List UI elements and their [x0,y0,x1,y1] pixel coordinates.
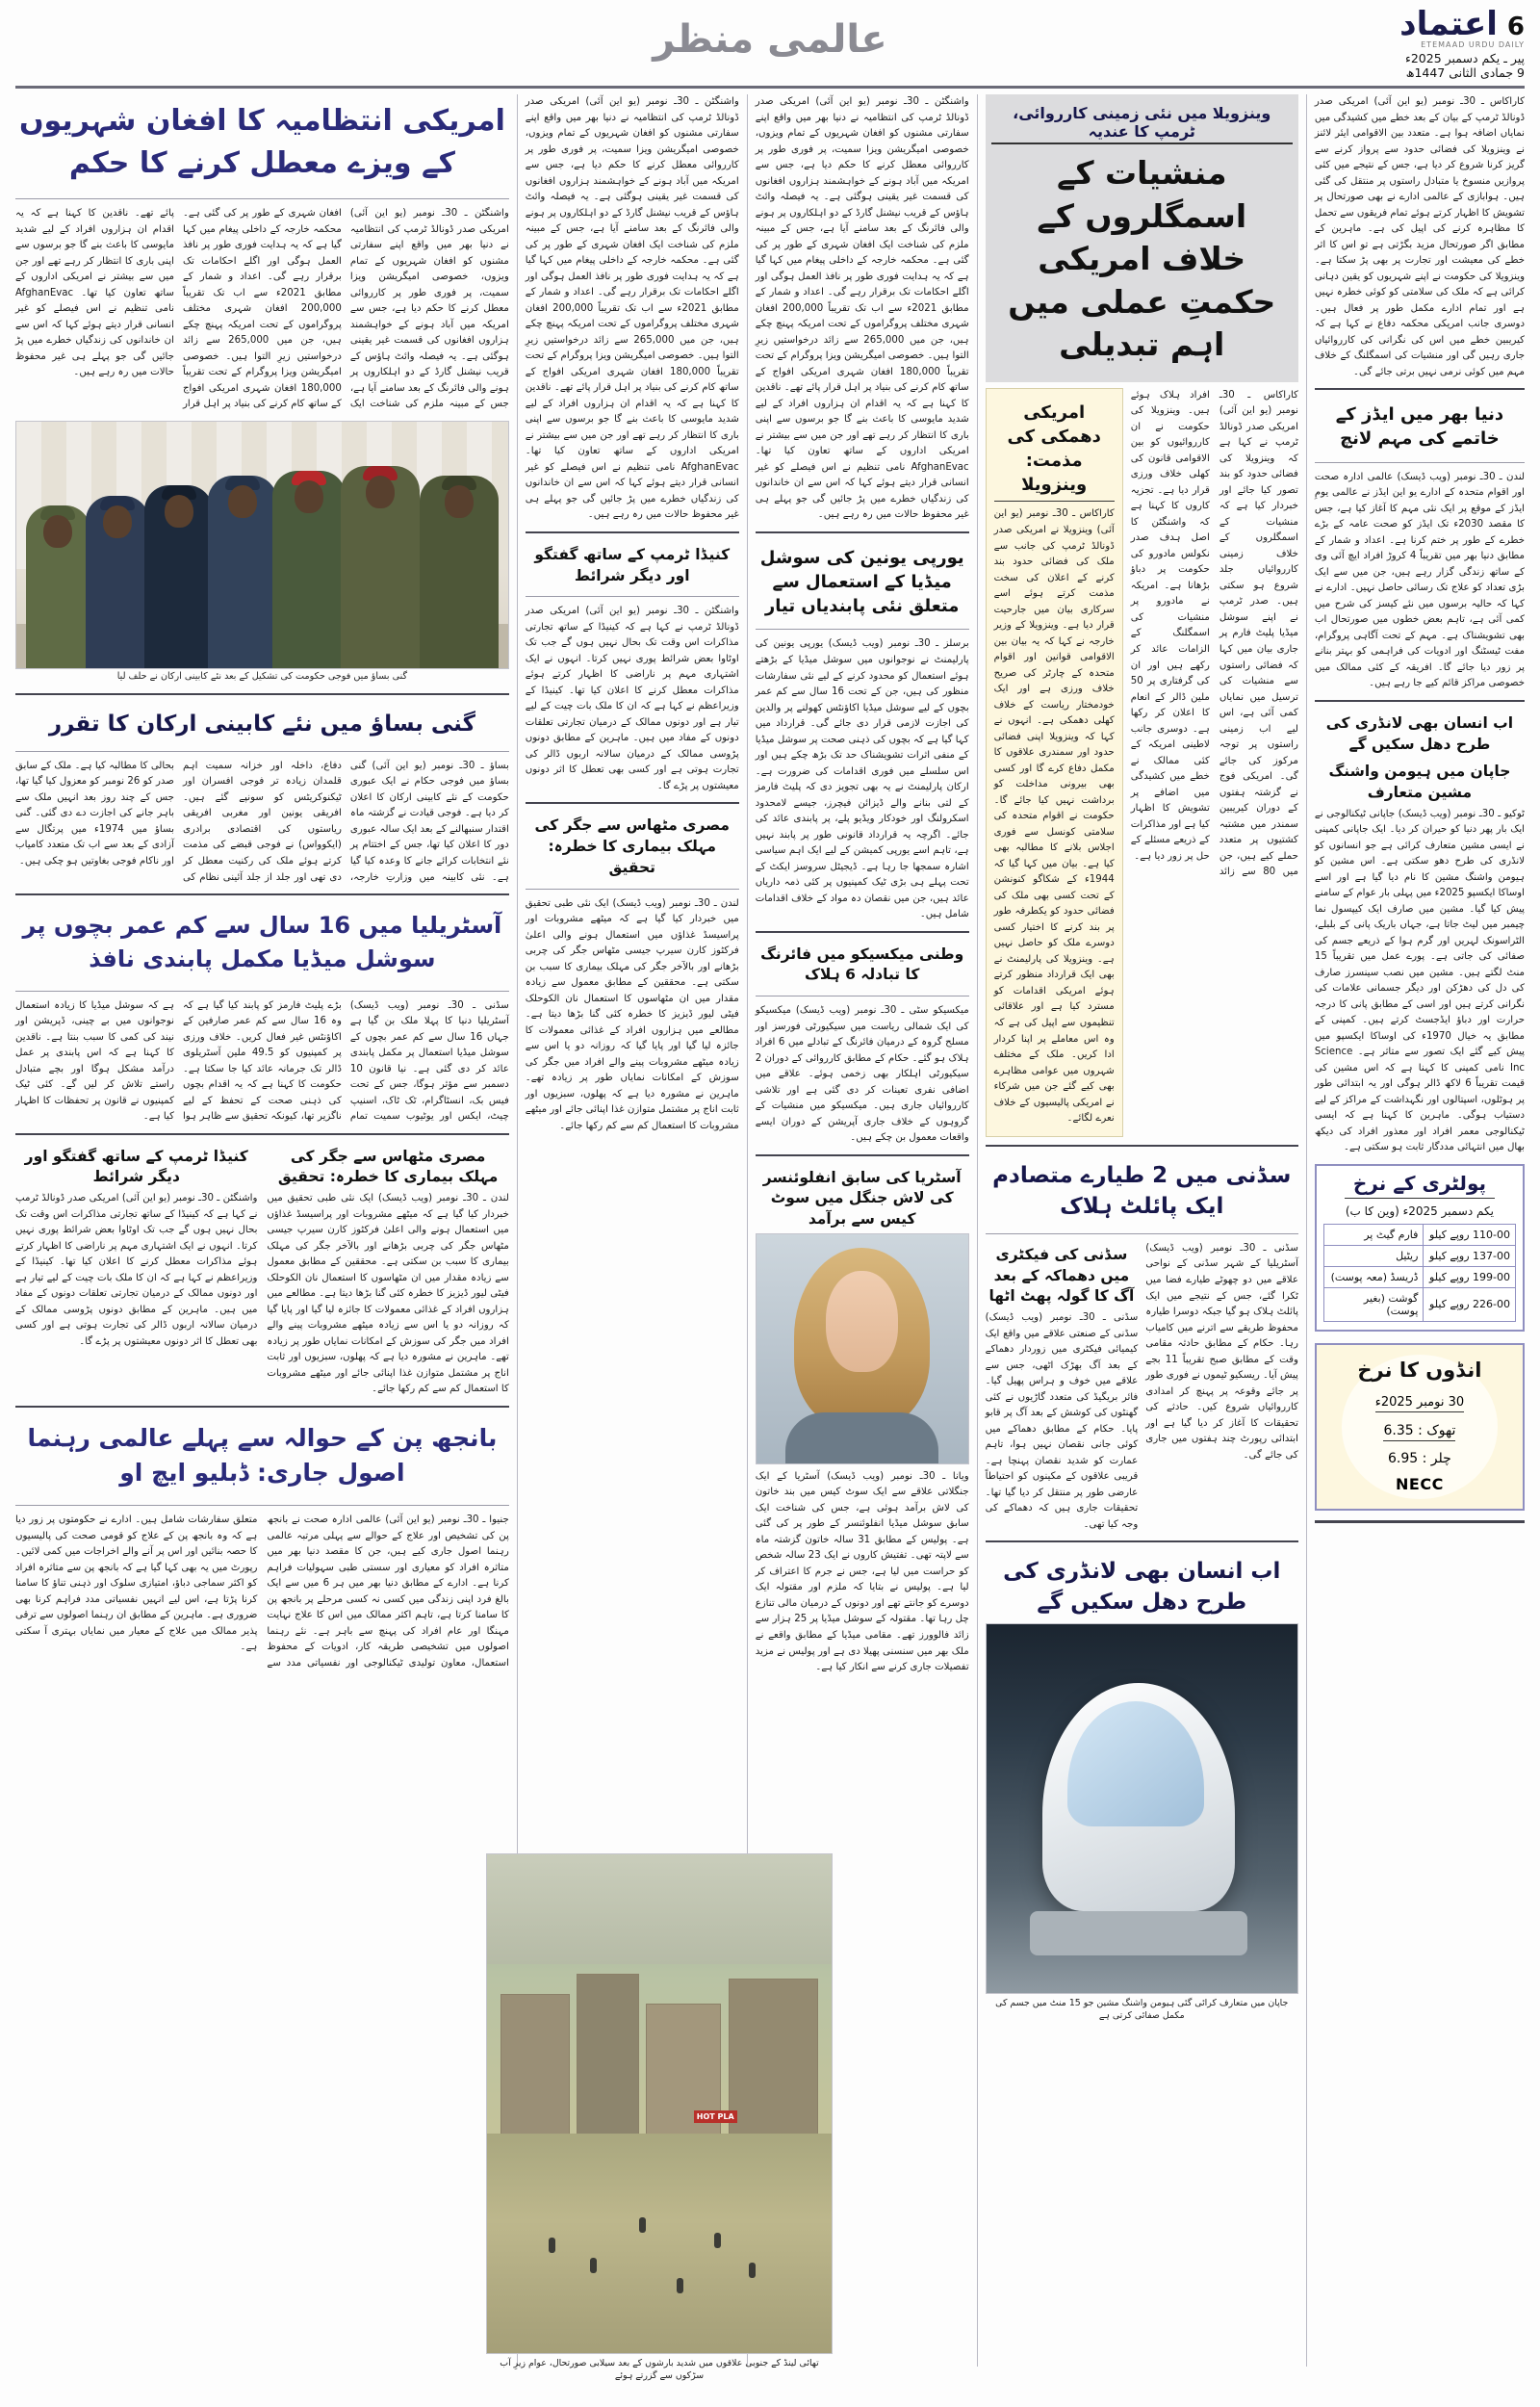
photo-shape-body [785,1412,937,1462]
austria-body-text: ویانا ـ 30ـ نومبر (ویب ڈیسک) آسٹریا کے ایک جنگلاتی علاقے سے ایک سوٹ کیس میں بند خاتون کی لاش برآمد ہوئی ہے، جس کی شناخت ایک سابق سوشل میڈیا انفلوئنسر کے طور پر کی گئی ہے۔ پولیس کے مطابق 31 سالہ خاتون گزشتہ ماہ سے لاپتہ تھی۔ تفتیش کاروں نے ایک 23 سالہ شخص کو حراست میں لیا ہے، جس نے جرم کا اعتراف کر لیا ہے۔ پولیس نے بتایا کہ ملزم اور مقتولہ ایک دوسرے کو جانتے تھے اور دونوں کے درمیان مالی تنازع چل رہا تھا۔ مقتولہ کے سوشل میڈیا پر 25 ہزار سے زائد فالوورز تھے۔ مقامی میڈیا کے مطابق واقعے نے ملک بھر میں سنسنی پھیلا دی ہے اور پولیس نے مزید تفصیلات جاری کرنے سے انکار کیا ہے۔ [755,1470,969,1673]
venezuela-condemn-box [986,388,1123,1137]
austria-influencer-photo [756,1233,969,1464]
photo-figure-head [165,495,193,528]
wash-article-body: جنیوا ـ 30ـ نومبر (یو این آئی) عالمی ادارہ صحت نے بانجھ پن کی تشخیص اور علاج کے حوالے سے پہلی مرتبہ عالمی رہنما اصول جاری کیے ہیں، جن کا مقصد دنیا بھر میں متاثرہ افراد کو معیاری اور سستی طبی سہولیات فراہم کرنا ہے۔ ادارے کے مطابق دنیا بھر میں ہر 6 میں سے ایک بالغ فرد اپنی زندگی میں کسی نہ کسی مرحلے پر بانجھ پن کا سامنا کرتا ہے، تاہم اکثر ممالک میں اس کا علاج نہایت مہنگا اور عام افراد کی پہنچ سے باہر ہے۔ نئے رہنما اصولوں میں تشخیصی طریقہ کار، ادویات کے محفوظ استعمال، معاون تولیدی ٹیکنالوجی اور نفسیاتی مدد سے متعلق سفارشات شامل ہیں۔ ادارے نے حکومتوں پر زور دیا ہے کہ وہ بانجھ پن کے علاج کو قومی صحت کی پالیسیوں کا حصہ بنائیں اور اس پر آنے والے اخراجات میں کمی لائیں۔ رپورٹ میں یہ بھی کہا گیا ہے کہ بانجھ پن سے متاثرہ افراد کو اکثر سماجی دباؤ، امتیازی سلوک اور ذہنی تناؤ کا سامنا کرنا پڑتا ہے، اس لیے انہیں نفسیاتی مدد فراہم کرنا بھی ضروری ہے۔ ماہرین کے مطابق ان رہنما اصولوں سے ترقی پذیر ممالک میں علاج کے معیار میں نمایاں بہتری آ سکتی ہے۔ [15,1514,509,1669]
date-gregorian: پیر ـ یکم دسمبر 2025ء [1404,51,1525,66]
photo-shape-face [826,1271,898,1372]
table-row [1323,1266,1515,1287]
poultry-value-2: 199-00 روپے کیلو [1424,1266,1516,1287]
lead-left-headline: امریکی انتظامیہ کا افغان شہریوں کے ویزے معطل کرنے کا حکم [18,104,505,180]
sydney-crash-headline: سڈنی میں 2 طیارے متصادم ایک پائلٹ ہلاک [992,1162,1292,1219]
photo-figure-3 [144,485,214,667]
photo-shape-person-1 [549,2238,555,2253]
photo-shape-shop-sign: HOT PLA [694,2110,737,2123]
trump-canada-headline-left: کنیڈا ٹرمپ کے ساتھ گفتگو اور دیگر شرائط [24,1147,248,1186]
australia-ban-body: سڈنی ـ 30ـ نومبر (ویب ڈیسک) آسٹریلیا دنیا کا پہلا ملک بن گیا ہے جہاں 16 سال سے کم عمر بچوں کے سوشل میڈیا استعمال پر مکمل پابندی عائد کر دی گئی ہے۔ نیا قانون 10 دسمبر سے مؤثر ہوگا، جس کے تحت فیس بک، انسٹاگرام، ٹک ٹاک، اسنیپ چیٹ، ایکس اور یوٹیوب سمیت تمام بڑے پلیٹ فارمز کو پابند کیا گیا ہے کہ وہ 16 سال سے کم عمر صارفین کے اکاؤنٹس غیر فعال کریں۔ خلاف ورزی پر کمپنیوں کو 49.5 ملین آسٹریلوی ڈالر تک جرمانہ عائد کیا جا سکتا ہے۔ حکومت کا کہنا ہے کہ یہ اقدام بچوں کی ذہنی صحت کے تحفظ کے لیے ناگزیر تھا، کیونکہ تحقیق سے ظاہر ہوا ہے کہ سوشل میڈیا کا زیادہ استعمال نوجوانوں میں بے چینی، ڈپریشن اور نیند کی کمی کا سبب بنتا ہے۔ ناقدین کا کہنا ہے کہ اس پابندی پر عمل درآمد مشکل ہوگا اور بچے متبادل راستے تلاش کر لیں گے۔ کئی ٹیک کمپنیوں نے قانون پر تحفظات کا اظہار کیا ہے۔ [15,999,509,1123]
poultry-label-1: ریٹیل [1323,1245,1424,1266]
lead-left-body-overflow: واشنگٹن ـ 30ـ نومبر (یو این آئی) امریکی صدر ڈونالڈ ٹرمپ کی انتظامیہ نے دنیا بھر میں واقع اپنے سفارتی مشنوں کو افغان شہریوں کے تمام ویزوں، خصوصی امیگریشن ویزا سمیت، پر فوری طور پر کارروائی معطل کرنے کا حکم دیا ہے، جس سے امریکہ میں آباد ہونے کے خواہشمند ہزاروں افغانوں کی قسمت غیر یقینی ہوگئی ہے۔ یہ فیصلہ وائٹ ہاؤس کے قریب نیشنل گارڈ کے دو اہلکاروں پر ہونے والی فائرنگ کے بعد سامنے آیا ہے، جس کے مبینہ ملزم کی شناخت ایک افغان شہری کے طور پر کی گئی ہے۔ محکمہ خارجہ کے داخلی پیغام میں کہا گیا ہے کہ یہ ہدایت فوری طور پر نافذ العمل ہوگی اور اگلے احکامات تک برقرار رہے گی۔ اعداد و شمار کے مطابق 2021ء سے اب تک تقریباً 200,000 افغان شہری مختلف پروگراموں کے تحت امریکہ پہنچ چکے ہیں، جن میں 265,000 سے زائد درخواستیں زیرِ التوا ہیں۔ خصوصی امیگریشن ویزا پروگرام کے تحت تقریباً 180,000 افغان شہری امریکی افواج کے ساتھ کام کرنے کی بنیاد پر اہل قرار پائے تھے۔ ناقدین کا کہنا ہے کہ یہ اقدام ان ہزاروں افراد کے لیے شدید مایوسی کا باعث بنے گا جو برسوں سے اپنی باری کا انتظار کر رہے تھے اور جن میں سے بیشتر نے امریکی اداروں کے ساتھ تعاون کیا تھا۔ AfghanEvac نامی تنظیم نے اس فیصلے کو غیر انسانی قرار دیتے ہوئے کہا کہ اس سے ان خاندانوں کی زندگیاں خطرے میں پڑ جائیں گی جو پہلے ہی غیر محفوظ حالات میں رہ رہے ہیں۔ [755,96,969,521]
photo-shape-building-1 [500,1994,570,2143]
photo-shape-pod-base [1030,1911,1247,1955]
column-divider [977,94,978,2367]
egypt-disease-headline: مصری مٹھاس سے جگر کی مہلک بیماری کا خطرہ: تحقیق [534,816,730,876]
photo-figure-head [295,480,323,513]
poultry-price-card [1315,1164,1525,1332]
venezuela-box-headline: امریکی دھمکی کی مذمت: وینزویلا [994,396,1115,503]
egypt-disease-headline-left: مصری مٹھاس سے جگر کی مہلک بیماری کا خطرہ: تحقیق [277,1147,499,1186]
page-number: 6 [1506,13,1525,41]
japan-machine-body: ٹوکیو ـ 30ـ نومبر (ویب ڈیسک) جاپانی ٹیکنالوجی نے ایک بار پھر دنیا کو حیران کر دیا۔ ایک جاپانی کمپنی نے ایسی مشین متعارف کرائی ہے جو انسانوں کو لانڈری کی طرح دھو سکتی ہے۔ اس مشین کو ہیومن واشنگ مشین کا نام دیا گیا ہے اور اسے اوساکا ایکسپو 2025ء میں پہلی بار عوام کے سامنے پیش کیا گیا۔ مشین میں صارف ایک کیپسول نما چیمبر میں لیٹ جاتا ہے، جہاں باریک پانی کے بلبلے، الٹراسونک لہریں اور گرم ہوا کے ذریعے جسم کی صفائی کی جاتی ہے۔ پورے عمل میں تقریباً 15 منٹ لگتے ہیں۔ مشین میں نصب سینسرز صارف کی دل کی دھڑکن اور دیگر جسمانی علامات کی نگرانی کرتے ہیں اور اسی کے مطابق پانی کا درجہ حرارت اور دباؤ ایڈجسٹ کرتے ہیں۔ کمپنی کے مطابق یہ خیال 1970ء کی اوساکا ایکسپو میں پیش کیے گئے ایک تصور سے متاثر ہے۔ Science Inc نامی کمپنی کا کہنا ہے کہ اس مشین کی قیمت تقریباً 6 لاکھ ڈالر ہوگی اور یہ ابتدائی طور پر ہوٹلوں، اسپتالوں اور نگہداشت کے مراکز کے لیے دستیاب ہوگی۔ ماہرین کا کہنا ہے کہ ایسی ٹیکنالوجی معمر افراد اور معذور افراد کی دیکھ بھال میں انتہائی مددگار ثابت ہو سکتی ہے۔ [1314,808,1525,1153]
japan-machine-headline-1: اب انسان بھی لانڈری کی طرح دھل سکیں گے [1325,713,1514,753]
guinea-bissau-headline: گنی بساؤ میں نئے کابینی ارکان کا تقرر [48,711,475,737]
lead-right-kicker: وینزویلا میں نئی زمینی کارروائی، ٹرمپ کا عندیہ [991,100,1293,144]
trump-canada-headline: کنیڈا ٹرمپ کے ساتھ گفتگو اور دیگر شرائط [534,545,731,584]
austria-body-headline: آسٹریا کی سابق انفلوئنسر کی لاش جنگل میں سوٹ کیس سے برآمد [762,1168,962,1229]
egypt-disease-body-left: لندن ـ 30ـ نومبر (ویب ڈیسک) ایک نئی طبی تحقیق میں خبردار کیا گیا ہے کہ میٹھے مشروبات اور پراسیسڈ غذاؤں میں استعمال ہونے والی اعلیٰ فرکٹوز کارن سیرپ جیسی مٹھاس جگر کی چربی بڑھانے اور بالآخر جگر کی مہلک بیماری کا سبب بن سکتی ہے۔ محققین کے مطابق معمول سے زیادہ مقدار میں ان مٹھاسوں کا استعمال نان الکوحلک فیٹی لیور ڈیزیز کا خطرہ کئی گنا بڑھا دیتا ہے۔ مطالعے میں ہزاروں افراد کے غذائی معمولات کا جائزہ لیا گیا اور پایا گیا کہ روزانہ دو یا اس سے زیادہ میٹھے مشروبات پینے والے افراد میں جگر کی سوزش کے امکانات نمایاں طور پر زیادہ تھے۔ ماہرین نے مشورہ دیا ہے کہ پھلوں، سبزیوں اور ثابت اناج پر مشتمل متوازن غذا اپنائی جائے اور میٹھے مشروبات کا استعمال کم سے کم رکھا جائے۔ [267,1193,509,1395]
wash-article-headline: بانجھ پن کے حوالہ سے پہلے عالمی رہنما اصول جاری: ڈبلیو ایچ او [27,1423,498,1488]
lead-right-banner [986,94,1298,382]
australia-ban-headline: آسٹریلیا میں 16 سال سے کم عمر بچوں پر سوشل میڈیا مکمل پابندی نافذ [22,912,502,972]
poultry-value-1: 137-00 روپے کیلو [1424,1245,1516,1266]
japan-washing-machine-photo [986,1623,1298,1994]
photo-figure-head [103,505,132,538]
venezuela-sidebar-text: کاراکاس ـ 30ـ نومبر (یو این آئی) امریکی صدر ڈونالڈ ٹرمپ کے بیان کے بعد خطے میں کشیدگی میں نمایاں اضافہ ہوا ہے۔ متعدد بین الاقوامی ایئر لائنز نے وینزویلا کی فضائی حدود سے پرواز کرنے سے گریز کرنا شروع کر دیا ہے، جس کے نتیجے میں کئی پروازیں منسوخ یا متبادل راستوں پر منتقل کی گئی ہیں۔ ہوابازی کے عالمی ادارے نے بھی صورتحال پر تشویش کا اظہار کرتے ہوئے تمام فریقوں سے تحمل کا مظاہرہ کرنے کی اپیل کی ہے۔ ماہرین کے مطابق اگر صورتحال مزید بگڑتی ہے تو اس کا اثر خطے کی معیشت اور تجارت پر بھی پڑ سکتا ہے۔ وینزویلا کی حکومت نے اپنے شہریوں کو یقین دہانی کرائی ہے کہ ملک کی سلامتی کو کوئی خطرہ نہیں ہے اور تمام ادارے مکمل طور پر فعال ہیں۔ دوسری جانب امریکی محکمہ دفاع نے کہا ہے کہ کیریبین خطے میں اس کی نگرانی کی کارروائیاں جاری رہیں گی اور منشیات کی اسمگلنگ کے خلاف مہم میں کوئی نرمی نہیں برتی جائے گی۔ [1314,96,1525,377]
poultry-price-table [1323,1224,1516,1322]
photo-shape-building-2 [577,1974,638,2143]
page-section-title: عالمی منظر [653,17,887,62]
egg-price-card [1315,1343,1525,1511]
lead-left-body-cont: واشنگٹن ـ 30ـ نومبر (یو این آئی) امریکی صدر ڈونالڈ ٹرمپ کی انتظامیہ نے دنیا بھر میں واقع اپنے سفارتی مشنوں کو افغان شہریوں کے تمام ویزوں، خصوصی امیگریشن ویزا سمیت، پر فوری طور پر کارروائی معطل کرنے کا حکم دیا ہے، جس سے امریکہ میں آباد ہونے کے خواہشمند ہزاروں افغانوں کی قسمت غیر یقینی ہوگئی ہے۔ یہ فیصلہ وائٹ ہاؤس کے قریب نیشنل گارڈ کے دو اہلکاروں پر ہونے والی فائرنگ کے بعد سامنے آیا ہے، جس کے مبینہ ملزم کی شناخت ایک افغان شہری کے طور پر کی گئی ہے۔ محکمہ خارجہ کے داخلی پیغام میں کہا گیا ہے کہ یہ ہدایت فوری طور پر نافذ العمل ہوگی اور اگلے احکامات تک برقرار رہے گی۔ اعداد و شمار کے مطابق 2021ء سے اب تک تقریباً 200,000 افغان شہری مختلف پروگراموں کے تحت امریکہ پہنچ چکے ہیں، جن میں 265,000 سے زائد درخواستیں زیرِ التوا ہیں۔ خصوصی امیگریشن ویزا پروگرام کے تحت تقریباً 180,000 افغان شہری امریکی افواج کے ساتھ کام کرنے کی بنیاد پر اہل قرار پائے تھے۔ ناقدین کا کہنا ہے کہ یہ اقدام ان ہزاروں افراد کے لیے شدید مایوسی کا باعث بنے گا جو برسوں سے اپنی باری کا انتظار کر رہے تھے اور جن میں سے بیشتر نے امریکی اداروں کے ساتھ تعاون کیا تھا۔ AfghanEvac نامی تنظیم نے اس فیصلے کو غیر انسانی قرار دیتے ہوئے کہا کہ اس سے ان خاندانوں کی زندگیاں خطرے میں پڑ جائیں گی جو پہلے ہی غیر محفوظ حالات میں رہ رہے ہیں۔ [525,96,739,521]
egg-source: NECC [1396,1474,1444,1493]
lead-left-body: واشنگٹن ـ 30ـ نومبر (یو این آئی) امریکی صدر ڈونالڈ ٹرمپ کی انتظامیہ نے دنیا بھر میں واقع اپنے سفارتی مشنوں کو افغان شہریوں کے تمام ویزوں، خصوصی امیگریشن ویزا سمیت، پر فوری طور پر کارروائی معطل کرنے کا حکم دیا ہے، جس سے امریکہ میں آباد ہونے کے خواہشمند ہزاروں افغانوں کی قسمت غیر یقینی ہوگئی ہے۔ یہ فیصلہ وائٹ ہاؤس کے قریب نیشنل گارڈ کے دو اہلکاروں پر ہونے والی فائرنگ کے بعد سامنے آیا ہے، جس کے مبینہ ملزم کی شناخت ایک افغان شہری کے طور پر کی گئی ہے۔ محکمہ خارجہ کے داخلی پیغام میں کہا گیا ہے کہ یہ ہدایت فوری طور پر نافذ العمل ہوگی اور اگلے احکامات تک برقرار رہے گی۔ اعداد و شمار کے مطابق 2021ء سے اب تک تقریباً 200,000 افغان شہری مختلف پروگراموں کے تحت امریکہ پہنچ چکے ہیں، جن میں 265,000 سے زائد درخواستیں زیرِ التوا ہیں۔ خصوصی امیگریشن ویزا پروگرام کے تحت تقریباً 180,000 افغان شہری امریکی افواج کے ساتھ کام کرنے کی بنیاد پر اہل قرار پائے تھے۔ ناقدین کا کہنا ہے کہ یہ اقدام ان ہزاروں افراد کے لیے شدید مایوسی کا باعث بنے گا جو برسوں سے اپنی باری کا انتظار کر رہے تھے اور جن میں سے بیشتر نے امریکی اداروں کے ساتھ تعاون کیا تھا۔ AfghanEvac نامی تنظیم نے اس فیصلے کو غیر انسانی قرار دیتے ہوئے کہا کہ اس سے ان خاندانوں کی زندگیاں خطرے میں پڑ جائیں گی جو پہلے ہی غیر محفوظ حالات میں رہ رہے ہیں۔ [15,208,509,410]
table-row [1323,1287,1515,1321]
photo-figure-4 [208,476,277,668]
photo-shape-building-4 [729,1979,818,2143]
poultry-price-date: یکم دسمبر 2025ء (وین کا ب) [1345,1204,1494,1218]
factory-blast-body: سڈنی ـ 30ـ نومبر (ویب ڈیسک) سڈنی کے صنعتی علاقے میں واقع ایک کیمیائی فیکٹری میں زوردار دھماکے کے بعد آگ بھڑک اٹھی، جس سے علاقے میں خوف و ہراس پھیل گیا۔ فائر بریگیڈ کی متعدد گاڑیوں نے کئی گھنٹوں کی کوشش کے بعد آگ پر قابو پایا۔ حکام کے مطابق دھماکے میں کوئی جانی نقصان نہیں ہوا، تاہم عمارت کو شدید نقصان پہنچا ہے۔ قریبی علاقوں کے مکینوں کو احتیاطاً عارضی طور پر منتقل کر دیا گیا تھا۔ تحقیقات جاری ہیں کہ دھماکے کی وجہ کیا تھی۔ [985,1312,1139,1530]
guinea-bissau-body: بساؤ ـ 30ـ نومبر (یو این آئی) گنی بساؤ میں فوجی حکام نے ایک عبوری حکومت کے نئے کابینی ارکان کا اعلان کر دیا ہے۔ فوجی قیادت نے گزشتہ ماہ اقتدار سنبھالنے کے بعد ایک سالہ عبوری دور کا اعلان کیا تھا، جس کے اختتام پر نئے انتخابات کرائے جانے کا وعدہ کیا گیا ہے۔ نئی کابینہ میں وزارتِ خارجہ، دفاع، داخلہ اور خزانہ سمیت اہم قلمدان زیادہ تر فوجی افسران اور ٹیکنوکریٹس کو سونپے گئے ہیں۔ افریقی یونین اور مغربی افریقی ریاستوں کی اقتصادی برادری (ایکوواس) نے فوجی قبضے کی مذمت کرتے ہوئے ملک کی رکنیت معطل کر دی تھی اور جلد از جلد آئینی نظام کی بحالی کا مطالبہ کیا ہے۔ ملک کے سابق صدر کو 26 نومبر کو معزول کیا گیا تھا، جس کے چند روز بعد انہیں ملک سے باہر جانے کی اجازت دے دی گئی۔ گنی بساؤ میں 1974ء میں پرتگال سے آزادی کے بعد سے اب تک متعدد کامیاب اور ناکام فوجی بغاوتیں ہو چکی ہیں۔ [15,760,509,883]
egg-price-title: انڈوں کا نرخ [1357,1358,1482,1382]
photo-figure-head [228,485,257,518]
photo-shape-person-6 [749,2263,756,2278]
eu-news-headline: یورپی یونین کی سوشل میڈیا کے استعمال سے متعلق نئی پابندیاں تیار [759,547,964,617]
mexico-shooting-headline: وطنی میکسیکو میں فائرنگ کا تبادلہ 6 ہلاک [760,945,964,984]
photo-shape-person-5 [714,2233,721,2248]
world-aids-headline: دنیا بھر میں ایڈز کے خاتمے کی مہم لانچ [1335,404,1504,450]
japan-photo-caption: جاپان میں متعارف کرائی گئی ہیومن واشنگ مشین جو 15 منٹ میں جسم کی مکمل صفائی کرتی ہے [995,1997,1289,2021]
flood-photo-caption: تھائی لینڈ کے جنوبی علاقوں میں شدید بارشوں کے بعد سیلابی صورتحال، عوام زیرِ آب سڑکوں سے گزرتے ہوئے [500,2357,819,2381]
eu-news-body: برسلز ـ 30ـ نومبر (ویب ڈیسک) یورپی یونین کی پارلیمنٹ نے نوجوانوں میں سوشل میڈیا کے بڑھتے ہوئے استعمال کو محدود کرنے کے لیے نئی سفارشات منظور کی ہیں، جن کے تحت 16 سال سے کم عمر بچوں کے لیے سوشل میڈیا اکاؤنٹس کھولنے پر والدین کی اجازت لازمی قرار دی جائے گی۔ قرارداد میں کہا گیا ہے کہ بچوں کی ذہنی صحت پر سوشل میڈیا کے منفی اثرات تشویشناک حد تک بڑھ چکے ہیں اور اس سلسلے میں فوری اقدامات کی ضرورت ہے۔ ارکان پارلیمنٹ نے یہ بھی تجویز دی کہ پلیٹ فارمز کے لتی بنانے والے ڈیزائن فیچرز، جیسے لامحدود اسکرولنگ اور خودکار ویڈیو پلے، پر پابندی عائد کی جائے۔ اگرچہ یہ قرارداد قانونی طور پر پابند نہیں ہے، تاہم اسے یورپی کمیشن کے لیے ایک اہم سیاسی اشارہ سمجھا جا رہا ہے۔ ڈیجیٹل سروسز ایکٹ کے تحت پہلے ہی بڑی ٹیک کمپنیوں پر کئی ذمہ داریاں عائد ہیں، جن میں نقصان دہ مواد کے خلاف اقدامات شامل ہیں۔ [755,638,969,920]
photo-figure-head [43,515,72,548]
poultry-label-2: ڈریسڈ (معہ پوست) [1323,1266,1424,1287]
column-lead-right [986,94,1298,2367]
column-left-main [15,94,509,2367]
mexico-shooting-body: میکسیکو سٹی ـ 30ـ نومبر (ویب ڈیسک) میکسیکو کی ایک شمالی ریاست میں سیکیورٹی فورسز اور مسلح گروہ کے درمیان فائرنگ کے تبادلے میں 6 افراد ہلاک ہو گئے۔ حکام کے مطابق کارروائی کے دوران 2 سیکیورٹی اہلکار بھی زخمی ہوئے۔ علاقے میں اضافی نفری تعینات کر دی گئی ہے اور تلاشی کارروائیاں جاری ہیں۔ میکسیکو میں منشیات کے گروہوں کے خلاف جاری آپریشن کے دوران ایسے واقعات معمول بن چکے ہیں۔ [755,1005,969,1144]
photo-shape-person-4 [677,2278,683,2293]
world-aids-body: لندن ـ 30ـ نومبر (ویب ڈیسک) عالمی ادارہ صحت اور اقوام متحدہ کے ادارے یو این ایڈز نے عالمی یومِ ایڈز کے موقع پر ایک نئی مہم کا آغاز کیا ہے، جس کا مقصد 2030ء تک ایڈز کو صحت عامہ کے بڑے خطرے کے طور پر ختم کرنا ہے۔ اعداد و شمار کے مطابق دنیا بھر میں تقریباً 4 کروڑ افراد ایچ آئی وی کے ساتھ زندگی گزار رہے ہیں، جن میں سے ایک بڑی تعداد کو علاج تک رسائی حاصل نہیں۔ ادارے نے کہا کہ حالیہ برسوں میں نئے کیسز کی شرح میں کمی آئی ہے، تاہم بعض خطوں میں صورتحال اب بھی تشویشناک ہے۔ مہم کے تحت آگاہی پروگرام، مفت ٹیسٹنگ اور ادویات کی فراہمی کو بہتر بنانے پر زور دیا جائے گا۔ افریقہ کے کئی ممالک میں خصوصی مراکز قائم کیے جا رہے ہیں۔ [1314,471,1526,689]
table-row [1323,1224,1515,1245]
date-hijri: 9 جمادی الثانی 1447ھ [1405,65,1525,80]
japan-machine-headline-2: جاپان میں ہیومن واشنگ مشین متعارف [1328,763,1511,801]
poultry-label-0: فارم گیٹ پر [1323,1224,1424,1245]
photo-figure-7 [420,476,499,668]
photo-figure-5 [272,471,346,668]
newspaper-logo: اعتماد [1399,5,1498,43]
poultry-price-title: پولٹری کے نرخ [1345,1172,1495,1199]
table-row [1323,1245,1515,1266]
photo-figure-6 [341,466,420,668]
lead-right-headline: منشیات کے اسمگلروں کے خلاف امریکی حکمتِ عملی میں اہم تبدیلی [1008,154,1276,364]
poultry-value-3: 226-00 روپے کیلو [1424,1287,1516,1321]
trump-canada-body-left: واشنگٹن ـ 30ـ نومبر (یو این آئی) امریکی صدر ڈونالڈ ٹرمپ نے کہا ہے کہ کینیڈا کے ساتھ تجارتی مذاکرات اس وقت تک بحال نہیں ہوں گے جب تک اوٹاوا بعض شرائط پوری نہیں کرتا۔ انہوں نے ایک اشتہاری مہم پر ناراضی کا اظہار کرتے ہوئے مذاکرات معطل کرنے کا اعلان کیا تھا۔ کینیڈا کے وزیراعظم نے کہا ہے کہ ان کا ملک بات چیت کے لیے تیار ہے اور دونوں ممالک کے درمیان تجارتی تعلقات دونوں کے مفاد میں ہیں۔ ماہرین کے مطابق دونوں پڑوسی ممالک کے درمیان سالانہ اربوں ڈالر کی تجارت ہوتی ہے اور کسی بھی تعطل کا اثر دونوں معیشتوں پر پڑے گا۔ [15,1193,258,1347]
venezuela-box-body: کاراکاس ـ 30ـ نومبر (یو این آئی) وینزویلا نے امریکی صدر ڈونالڈ ٹرمپ کی جانب سے ملک کی فضائی حدود بند کرنے کے اعلان کی سخت مذمت کرتے ہوئے اسے سرکاری بیان میں جارحیت قرار دیا ہے۔ وینزویلا کے وزیر خارجہ نے کہا کہ یہ بیان بین الاقوامی قوانین اور اقوام متحدہ کے چارٹر کی صریح خلاف ورزی ہے اور ایک خودمختار ریاست کے خلاف کھلی دھمکی ہے۔ انہوں نے کہا کہ وینزویلا اپنی فضائی حدود اور سمندری علاقوں کا مکمل دفاع کرے گا اور کسی بھی بیرونی مداخلت کو برداشت نہیں کیا جائے گا۔ حکومت نے اقوام متحدہ کی سلامتی کونسل سے فوری اجلاس بلانے کا مطالبہ بھی کیا ہے۔ بیان میں کہا گیا کہ 1944ء کے شکاگو کنونشن کے تحت کسی بھی ملک کی فضائی حدود کو یکطرفہ طور پر بند کرنے کا اختیار کسی دوسرے ملک کو حاصل نہیں ہے۔ وینزویلا کی پارلیمنٹ نے بھی ایک قرارداد منظور کرتے ہوئے امریکی اقدامات کو مسترد کیا ہے اور علاقائی تنظیموں سے اپیل کی ہے کہ وہ اس معاملے پر اپنا کردار ادا کریں۔ ملک کے مختلف شہروں میں عوامی مظاہرے بھی کیے گئے جن میں شرکاء نے امریکی پالیسیوں کے خلاف نعرے لگائے۔ [993,508,1115,1125]
egg-retail: چلر : 6.95 [1388,1450,1451,1466]
photo-figure-2 [86,496,149,668]
photo-shape-person-3 [639,2217,646,2233]
photo-figure-head [445,485,474,518]
flood-photo-block [486,1853,833,2386]
photo-figure-1 [26,505,90,668]
lead-right-body: کاراکاس ـ 30ـ نومبر (یو این آئی) امریکی صدر ڈونالڈ ٹرمپ نے کہا ہے کہ وینزویلا کی فضائی حدود کو بند تصور کیا جائے اور خبردار کیا ہے کہ منشیات کے اسمگلروں کے خلاف زمینی کارروائیاں جلد شروع ہو سکتی ہیں۔ صدر ٹرمپ نے اپنے سوشل میڈیا پلیٹ فارم پر جاری بیان میں کہا کہ فضائی راستوں سے منشیات کی ترسیل میں نمایاں کمی آئی ہے، اس لیے اب زمینی راستوں پر توجہ مرکوز کی جائے گی۔ امریکی فوج نے گزشتہ ہفتوں کے دوران کیریبین سمندر میں مشتبہ کشتیوں پر متعدد حملے کیے ہیں، جن میں 80 سے زائد افراد ہلاک ہوئے ہیں۔ وینزویلا کی حکومت نے ان کارروائیوں کو بین الاقوامی قانون کی کھلی خلاف ورزی قرار دیا ہے۔ تجزیہ کاروں کا کہنا ہے کہ واشنگٹن کا اصل ہدف صدر نکولس مادورو کی حکومت پر دباؤ بڑھانا ہے۔ امریکہ نے مادورو پر منشیات کی اسمگلنگ کے الزامات عائد کر رکھے ہیں اور ان کی گرفتاری پر 50 ملین ڈالر کے انعام کا اعلان کر رکھا ہے۔ دوسری جانب لاطینی امریکہ کے کئی ممالک نے خطے میں کشیدگی میں اضافے پر تشویش کا اظہار کیا ہے اور مذاکرات کے ذریعے مسئلے کے حل پر زور دیا ہے۔ [1130,389,1298,878]
thailand-flood-photo [486,1853,833,2354]
egg-price-date: 30 نومبر 2025ء [1375,1395,1464,1412]
guinea-bissau-caption: گنی بساؤ میں فوجی حکومت کی تشکیل کے بعد نئے کابینی ارکان نے حلف لیا [116,670,408,682]
masthead [15,5,1525,89]
egypt-disease-body: لندن ـ 30ـ نومبر (ویب ڈیسک) ایک نئی طبی تحقیق میں خبردار کیا گیا ہے کہ میٹھے مشروبات اور پراسیسڈ غذاؤں میں استعمال ہونے والی اعلیٰ فرکٹوز کارن سیرپ جیسی مٹھاس جگر کی چربی بڑھانے اور بالآخر جگر کی مہلک بیماری کا سبب بن سکتی ہے۔ محققین کے مطابق معمول سے زیادہ مقدار میں ان مٹھاسوں کا استعمال نان الکوحلک فیٹی لیور ڈیزیز کا خطرہ کئی گنا بڑھا دیتا ہے۔ مطالعے میں ہزاروں افراد کے غذائی معمولات کا جائزہ لیا گیا اور پایا گیا کہ روزانہ دو یا اس سے زیادہ میٹھے مشروبات پینے والے افراد میں جگر کی سوزش کے امکانات نمایاں طور پر زیادہ تھے۔ ماہرین نے مشورہ دیا ہے کہ پھلوں، سبزیوں اور ثابت اناج پر مشتمل متوازن غذا اپنائی جائے اور میٹھے مشروبات کا استعمال کم سے کم رکھا جائے۔ [525,897,739,1131]
photo-shape-sky [487,1854,832,1964]
bottom-divider [1315,1520,1525,1523]
sydney-crash-body: سڈنی ـ 30ـ نومبر (ویب ڈیسک) آسٹریلیا کے شہر سڈنی کے نواحی علاقے میں دو چھوٹے طیارے فضا میں ٹکرا گئے، جس کے نتیجے میں ایک پائلٹ ہلاک ہو گیا جبکہ دوسرا طیارہ محفوظ طریقے سے اترنے میں کامیاب رہا۔ حکام کے مطابق حادثہ مقامی وقت کے مطابق صبح تقریباً 11 بجے پیش آیا۔ ریسکیو ٹیموں نے فوری طور پر جائے وقوعہ پر پہنچ کر امدادی کارروائیاں شروع کیں۔ حادثے کی تحقیقات کا آغاز کر دیا گیا ہے اور ابتدائی رپورٹ چند ہفتوں میں جاری کی جائے گی۔ [1145,1242,1298,1461]
column-far-right [1315,94,1525,2367]
guinea-bissau-officers-photo [15,421,509,669]
poultry-value-0: 110-00 روپے کیلو [1424,1224,1516,1245]
photo-shape-water [487,2134,832,2353]
photo-shape-person-2 [590,2258,597,2273]
egg-wholesale: تھوک : 6.35 [1383,1423,1455,1441]
brand-block [1399,6,1525,80]
photo-figure-head [366,476,395,508]
brand-subtitle: ETEMAAD URDU DAILY [1421,40,1525,50]
column-divider [1306,94,1307,2367]
japan-photo-headline: اب انسان بھی لانڈری کی طرح دھل سکیں گے [1003,1559,1281,1616]
factory-blast-headline: سڈنی کی فیکٹری میں دھماکہ کے بعد آگ کا گولہ پھٹ اٹھا [988,1245,1135,1306]
poultry-label-3: گوشت (بغیر پوست) [1323,1287,1424,1321]
trump-canada-body: واشنگٹن ـ 30ـ نومبر (یو این آئی) امریکی صدر ڈونالڈ ٹرمپ نے کہا ہے کہ کینیڈا کے ساتھ تجارتی مذاکرات اس وقت تک بحال نہیں ہوں گے جب تک اوٹاوا بعض شرائط پوری نہیں کرتا۔ انہوں نے ایک اشتہاری مہم پر ناراضی کا اظہار کرتے ہوئے مذاکرات معطل کرنے کا اعلان کیا تھا۔ کینیڈا کے وزیراعظم نے کہا ہے کہ ان کا ملک بات چیت کے لیے تیار ہے اور دونوں ممالک کے درمیان تجارتی تعلقات دونوں کے مفاد میں ہیں۔ ماہرین کے مطابق دونوں پڑوسی ممالک کے درمیان سالانہ اربوں ڈالر کی تجارت ہوتی ہے اور کسی بھی تعطل کا اثر دونوں معیشتوں پر پڑے گا۔ [525,606,739,791]
